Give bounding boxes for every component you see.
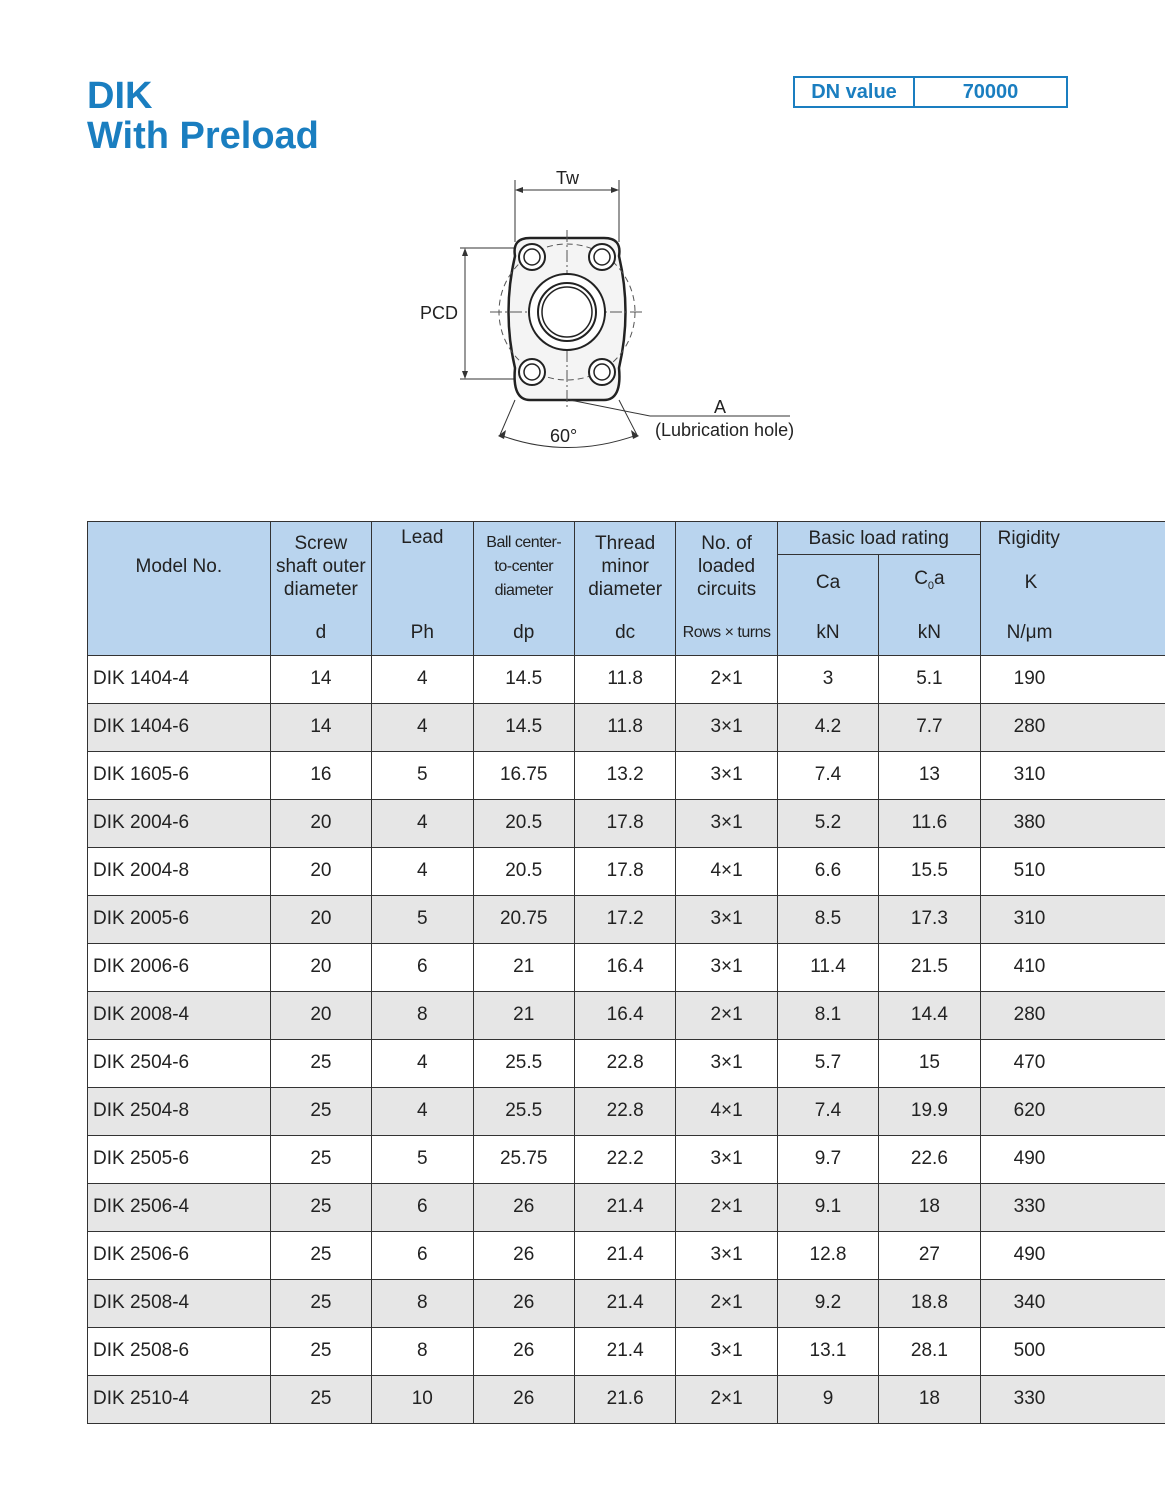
- cell-ball-diameter: 26: [473, 1231, 574, 1279]
- cell-shaft-diameter: 25: [270, 1183, 371, 1231]
- unit-rows-turns: Rows × turns: [676, 611, 777, 656]
- page-title: [87, 76, 319, 156]
- table-row: [88, 1375, 1165, 1423]
- title-subtitle: With Preload: [87, 115, 319, 157]
- cell-rigidity: 380: [980, 799, 1165, 847]
- cell-circuits: 3×1: [676, 943, 777, 991]
- header-lead: Lead: [372, 522, 473, 611]
- cell-model: DIK 2504-8: [88, 1087, 271, 1135]
- cell-ca: 7.4: [777, 751, 878, 799]
- cell-rigidity: 490: [980, 1135, 1165, 1183]
- cell-ca: 13.1: [777, 1327, 878, 1375]
- header-coa: [879, 555, 980, 611]
- cell-coa: 11.6: [879, 799, 980, 847]
- cell-ball-diameter: 14.5: [473, 655, 574, 703]
- table-row: [88, 1135, 1165, 1183]
- spec-table: [87, 521, 1165, 1424]
- cell-lead: 8: [372, 991, 473, 1039]
- cell-shaft-diameter: 14: [270, 655, 371, 703]
- cell-shaft-diameter: 20: [270, 991, 371, 1039]
- table-row: [88, 799, 1165, 847]
- table-row: [88, 991, 1165, 1039]
- cell-lead: 4: [372, 655, 473, 703]
- cell-coa: 15.5: [879, 847, 980, 895]
- cell-ca: 9.7: [777, 1135, 878, 1183]
- cell-ball-diameter: 26: [473, 1327, 574, 1375]
- tw-label: Tw: [556, 168, 580, 188]
- cell-circuits: 2×1: [676, 1375, 777, 1423]
- cell-circuits: 3×1: [676, 1231, 777, 1279]
- cell-ca: 9.2: [777, 1279, 878, 1327]
- cell-circuits: 4×1: [676, 847, 777, 895]
- cell-coa: 18: [879, 1375, 980, 1423]
- cell-shaft-diameter: 16: [270, 751, 371, 799]
- angle-label: 60°: [550, 426, 578, 446]
- unit-coa: kN: [879, 611, 980, 656]
- table-row: [88, 1183, 1165, 1231]
- cell-ball-diameter: 20.75: [473, 895, 574, 943]
- cell-lead: 4: [372, 799, 473, 847]
- title-model: DIK: [87, 75, 153, 117]
- cell-model: DIK 2508-4: [88, 1279, 271, 1327]
- cell-ball-diameter: 21: [473, 991, 574, 1039]
- cell-lead: 10: [372, 1375, 473, 1423]
- cell-thread-diameter: 22.8: [574, 1087, 675, 1135]
- cell-rigidity: 620: [980, 1087, 1165, 1135]
- cell-shaft-diameter: 25: [270, 1375, 371, 1423]
- cell-model: DIK 2005-6: [88, 895, 271, 943]
- cell-shaft-diameter: 25: [270, 1279, 371, 1327]
- cell-model: DIK 2510-4: [88, 1375, 271, 1423]
- cell-lead: 5: [372, 1135, 473, 1183]
- cell-circuits: 4×1: [676, 1087, 777, 1135]
- cell-shaft-diameter: 20: [270, 895, 371, 943]
- cell-circuits: 3×1: [676, 799, 777, 847]
- cell-rigidity: 510: [980, 847, 1165, 895]
- spec-table-body: [88, 655, 1165, 1423]
- cell-coa: 22.6: [879, 1135, 980, 1183]
- cell-lead: 4: [372, 1039, 473, 1087]
- header-basic-load-rating: Basic load rating: [777, 522, 980, 555]
- cell-ball-diameter: 14.5: [473, 703, 574, 751]
- cell-circuits: 2×1: [676, 655, 777, 703]
- cell-model: DIK 2508-6: [88, 1327, 271, 1375]
- dn-label: DN value: [795, 78, 915, 106]
- header-thread-line3: diameter: [588, 578, 663, 600]
- header-ball-line1: Ball center-: [486, 534, 562, 552]
- flange-diagram: [400, 160, 820, 460]
- unit-ph: Ph: [372, 611, 473, 656]
- cell-ca: 12.8: [777, 1231, 878, 1279]
- cell-coa: 7.7: [879, 703, 980, 751]
- cell-shaft-diameter: 20: [270, 943, 371, 991]
- cell-lead: 4: [372, 847, 473, 895]
- cell-circuits: 3×1: [676, 1135, 777, 1183]
- header-ball: [473, 522, 574, 611]
- table-row: [88, 1327, 1165, 1375]
- lubrication-hole-label: (Lubrication hole): [655, 420, 795, 440]
- cell-rigidity: 340: [980, 1279, 1165, 1327]
- table-row: [88, 751, 1165, 799]
- table-row: [88, 655, 1165, 703]
- cell-thread-diameter: 21.4: [574, 1183, 675, 1231]
- table-row: [88, 943, 1165, 991]
- cell-lead: 4: [372, 1087, 473, 1135]
- table-row: [88, 703, 1165, 751]
- table-row: [88, 847, 1165, 895]
- cell-thread-diameter: 21.6: [574, 1375, 675, 1423]
- pcd-label: PCD: [420, 303, 459, 323]
- cell-ball-diameter: 25.75: [473, 1135, 574, 1183]
- cell-model: DIK 2504-6: [88, 1039, 271, 1087]
- header-k: K: [980, 555, 1165, 611]
- header-circuits-line2: loaded: [698, 555, 756, 577]
- cell-thread-diameter: 17.2: [574, 895, 675, 943]
- unit-dp: dp: [473, 611, 574, 656]
- cell-coa: 21.5: [879, 943, 980, 991]
- header-coa-c: C: [914, 568, 928, 590]
- cell-ball-diameter: 20.5: [473, 847, 574, 895]
- cell-shaft-diameter: 25: [270, 1039, 371, 1087]
- cell-lead: 8: [372, 1279, 473, 1327]
- header-thread-line1: Thread: [595, 532, 656, 554]
- cell-ca: 11.4: [777, 943, 878, 991]
- cell-ca: 9: [777, 1375, 878, 1423]
- header-circuits-line1: No. of: [701, 532, 752, 554]
- nut-flange-drawing: [400, 160, 820, 460]
- cell-shaft-diameter: 20: [270, 847, 371, 895]
- cell-rigidity: 310: [980, 895, 1165, 943]
- unit-k: N/μm: [980, 611, 1165, 656]
- cell-model: DIK 2006-6: [88, 943, 271, 991]
- cell-ca: 8.5: [777, 895, 878, 943]
- cell-coa: 15: [879, 1039, 980, 1087]
- dn-value: 70000: [962, 80, 1019, 103]
- cell-ca: 9.1: [777, 1183, 878, 1231]
- dn-value-box: [793, 76, 1068, 108]
- cell-lead: 6: [372, 1183, 473, 1231]
- header-screw-line2: shaft outer: [275, 555, 366, 577]
- cell-circuits: 2×1: [676, 1279, 777, 1327]
- cell-rigidity: 310: [980, 751, 1165, 799]
- cell-thread-diameter: 22.8: [574, 1039, 675, 1087]
- cell-circuits: 3×1: [676, 703, 777, 751]
- cell-thread-diameter: 16.4: [574, 991, 675, 1039]
- cell-thread-diameter: 21.4: [574, 1231, 675, 1279]
- cell-rigidity: 330: [980, 1183, 1165, 1231]
- cell-rigidity: 280: [980, 703, 1165, 751]
- header-model: Model No.: [88, 522, 271, 611]
- cell-rigidity: 280: [980, 991, 1165, 1039]
- cell-coa: 19.9: [879, 1087, 980, 1135]
- cell-rigidity: 410: [980, 943, 1165, 991]
- cell-model: DIK 1404-4: [88, 655, 271, 703]
- cell-coa: 17.3: [879, 895, 980, 943]
- header-coa-sub: 0: [927, 580, 935, 593]
- cell-coa: 28.1: [879, 1327, 980, 1375]
- cell-thread-diameter: 17.8: [574, 799, 675, 847]
- cell-circuits: 2×1: [676, 1183, 777, 1231]
- cell-model: DIK 2505-6: [88, 1135, 271, 1183]
- cell-ca: 5.2: [777, 799, 878, 847]
- header-screw-line1: Screw: [294, 532, 348, 554]
- cell-rigidity: 470: [980, 1039, 1165, 1087]
- header-circuits: [676, 522, 777, 611]
- header-ca: Ca: [777, 555, 878, 611]
- header-coa-a: a: [934, 568, 945, 590]
- cell-thread-diameter: 11.8: [574, 655, 675, 703]
- unit-model: [88, 611, 271, 656]
- cell-shaft-diameter: 14: [270, 703, 371, 751]
- header-screw-line3: diameter: [283, 578, 358, 600]
- cell-ca: 5.7: [777, 1039, 878, 1087]
- cell-lead: 6: [372, 943, 473, 991]
- header-thread-line2: minor: [601, 555, 649, 577]
- header-screw: [270, 522, 371, 611]
- cell-thread-diameter: 17.8: [574, 847, 675, 895]
- table-row: [88, 1231, 1165, 1279]
- cell-thread-diameter: 21.4: [574, 1279, 675, 1327]
- cell-ca: 4.2: [777, 703, 878, 751]
- header-thread: [574, 522, 675, 611]
- cell-lead: 5: [372, 751, 473, 799]
- cell-thread-diameter: 13.2: [574, 751, 675, 799]
- cell-ball-diameter: 20.5: [473, 799, 574, 847]
- cell-shaft-diameter: 25: [270, 1327, 371, 1375]
- cell-thread-diameter: 22.2: [574, 1135, 675, 1183]
- cell-lead: 8: [372, 1327, 473, 1375]
- header-ball-line2: to-center: [494, 558, 554, 576]
- cell-model: DIK 2506-6: [88, 1231, 271, 1279]
- cell-lead: 4: [372, 703, 473, 751]
- cell-ball-diameter: 26: [473, 1279, 574, 1327]
- cell-circuits: 3×1: [676, 1039, 777, 1087]
- cell-circuits: 3×1: [676, 1327, 777, 1375]
- cell-coa: 13: [879, 751, 980, 799]
- cell-circuits: 3×1: [676, 751, 777, 799]
- cell-shaft-diameter: 20: [270, 799, 371, 847]
- cell-ball-diameter: 25.5: [473, 1087, 574, 1135]
- cell-circuits: 3×1: [676, 895, 777, 943]
- table-row: [88, 1087, 1165, 1135]
- cell-ball-diameter: 21: [473, 943, 574, 991]
- cell-circuits: 2×1: [676, 991, 777, 1039]
- header-ball-line3: diameter: [494, 582, 553, 600]
- cell-model: DIK 2004-8: [88, 847, 271, 895]
- cell-coa: 18: [879, 1183, 980, 1231]
- cell-ball-diameter: 26: [473, 1183, 574, 1231]
- cell-model: DIK 1605-6: [88, 751, 271, 799]
- lubrication-a-label: A: [714, 397, 727, 417]
- table-row: [88, 1279, 1165, 1327]
- unit-dc: dc: [574, 611, 675, 656]
- cell-lead: 5: [372, 895, 473, 943]
- cell-lead: 6: [372, 1231, 473, 1279]
- cell-shaft-diameter: 25: [270, 1135, 371, 1183]
- cell-model: DIK 2506-4: [88, 1183, 271, 1231]
- cell-rigidity: 490: [980, 1231, 1165, 1279]
- header-circuits-line3: circuits: [697, 578, 757, 600]
- cell-ca: 3: [777, 655, 878, 703]
- cell-ca: 6.6: [777, 847, 878, 895]
- cell-model: DIK 2004-6: [88, 799, 271, 847]
- cell-model: DIK 2008-4: [88, 991, 271, 1039]
- cell-thread-diameter: 11.8: [574, 703, 675, 751]
- cell-shaft-diameter: 25: [270, 1087, 371, 1135]
- unit-ca: kN: [777, 611, 878, 656]
- unit-d: d: [270, 611, 371, 656]
- cell-ca: 7.4: [777, 1087, 878, 1135]
- header-rigidity: Rigidity: [980, 522, 1165, 555]
- cell-ca: 8.1: [777, 991, 878, 1039]
- cell-coa: 14.4: [879, 991, 980, 1039]
- cell-ball-diameter: 26: [473, 1375, 574, 1423]
- cell-rigidity: 190: [980, 655, 1165, 703]
- cell-rigidity: 500: [980, 1327, 1165, 1375]
- cell-coa: 27: [879, 1231, 980, 1279]
- cell-rigidity: 330: [980, 1375, 1165, 1423]
- table-row: [88, 1039, 1165, 1087]
- cell-thread-diameter: 16.4: [574, 943, 675, 991]
- table-row: [88, 895, 1165, 943]
- cell-thread-diameter: 21.4: [574, 1327, 675, 1375]
- cell-model: DIK 1404-6: [88, 703, 271, 751]
- cell-ball-diameter: 16.75: [473, 751, 574, 799]
- cell-ball-diameter: 25.5: [473, 1039, 574, 1087]
- cell-shaft-diameter: 25: [270, 1231, 371, 1279]
- cell-coa: 5.1: [879, 655, 980, 703]
- cell-coa: 18.8: [879, 1279, 980, 1327]
